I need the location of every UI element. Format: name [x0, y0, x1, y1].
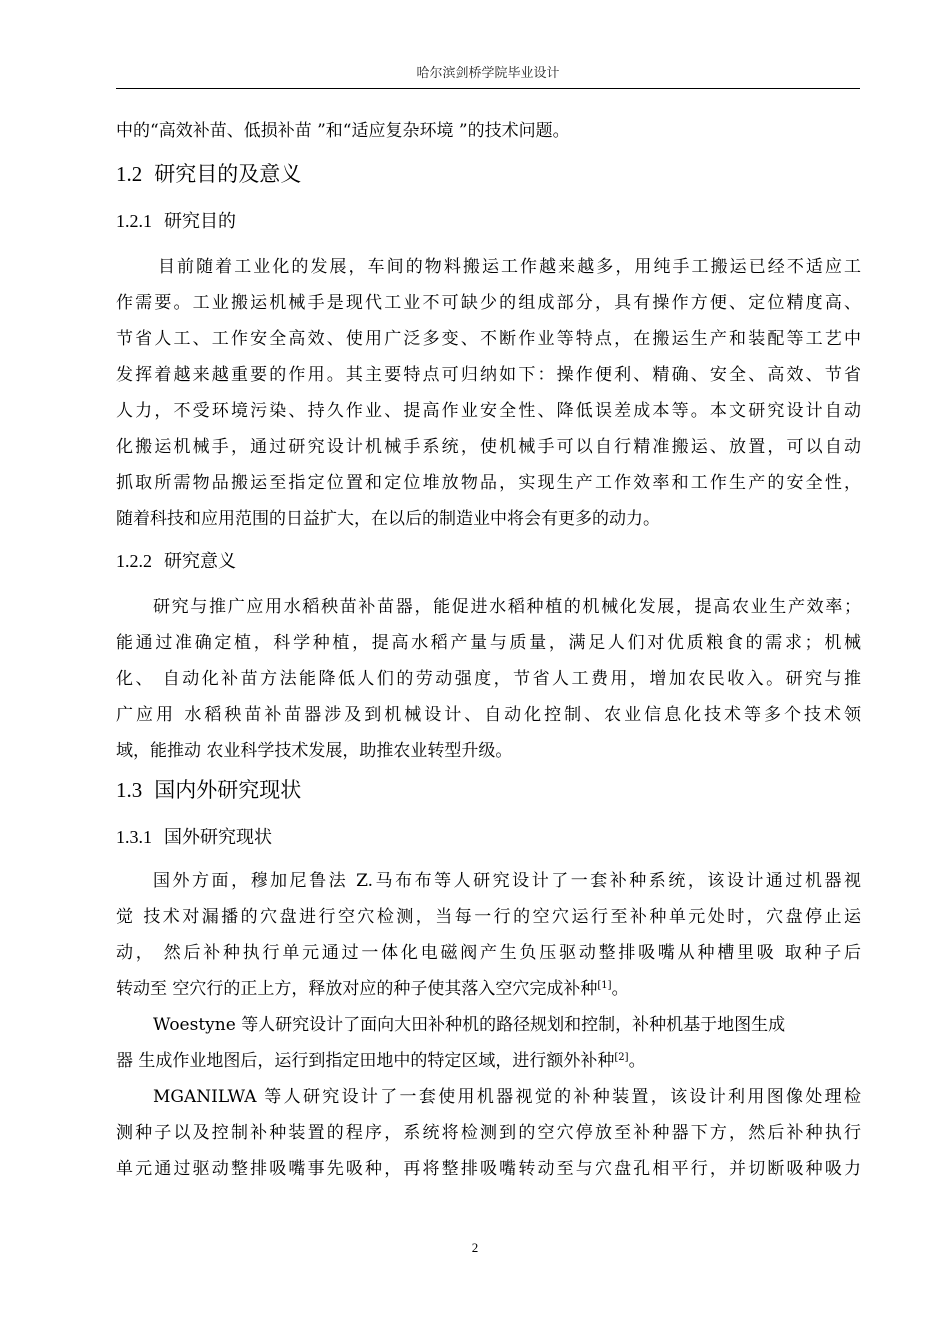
section-number: 1.2.2 — [116, 551, 152, 571]
paragraph-line: MGANILWA 等人研究设计了一套使用机器视觉的补种装置，该设计利用图像处理检 — [153, 1087, 861, 1107]
paragraph-line: 节省人工、工作安全高效、使用广泛多变、不断作业等特点，在搬运生产和装配等工艺中 — [116, 329, 861, 349]
line-end: 。 — [611, 979, 629, 999]
paragraph-line: 能通过准确定植，科学种植，提高水稻产量与质量，满足人们对优质粮食的需求；机械 — [116, 633, 861, 653]
paragraph-line: 广应用 水稻秧苗补苗器涉及到机械设计、自动化控制、农业信息化技术等多个技术领 — [116, 705, 861, 725]
paragraph-line: 抓取所需物品搬运至指定位置和定位堆放物品，实现生产工作效率和工作生产的安全性， — [116, 473, 861, 493]
intro-line: 中的“高效补苗、低损补苗 ”和“适应复杂环境 ”的技术问题。 — [116, 121, 570, 141]
paragraph-line: 作需要。工业搬运机械手是现代工业不可缺少的组成部分，具有操作方便、定位精度高、 — [116, 293, 861, 313]
section-title: 国内外研究现状 — [154, 778, 302, 802]
citation-ref: [1] — [597, 980, 612, 991]
paragraph-line: 目前随着工业化的发展，车间的物料搬运工作越来越多，用纯手工搬运已经不适应工 — [158, 257, 861, 277]
paragraph-line: 随着科技和应用范围的日益扩大，在以后的制造业中将会有更多的动力。 — [116, 509, 660, 529]
line-text: 转动至 空穴行的正上方，释放对应的种子使其落入空穴完成补种 — [116, 979, 598, 999]
section-title: 国外研究现状 — [164, 827, 272, 848]
paragraph-line: Woestyne 等人研究设计了面向大田补种机的路径规划和控制，补种机基于地图生成 — [153, 1015, 786, 1035]
paragraph-line: 域，能推动 农业科学技术发展，助推农业转型升级。 — [116, 741, 513, 761]
paragraph-line: 测种子以及控制补种装置的程序，系统将检测到的空穴停放至补种器下方，然后补种执行 — [116, 1123, 861, 1143]
paragraph-line — [116, 978, 861, 1000]
section-number: 1.3.1 — [116, 827, 152, 847]
page-number: 2 — [471, 1240, 479, 1255]
section-heading-1-2-2 — [116, 550, 236, 573]
section-title: 研究意义 — [164, 551, 236, 572]
paragraph-line: 化、 自动化补苗方法能降低人们的劳动强度，节省人工费用，增加农民收入。研究与推 — [116, 669, 861, 689]
paragraph-line: 化搬运机械手，通过研究设计机械手系统，使机械手可以自行精准搬运、放置，可以自动 — [116, 437, 861, 457]
line-end: 。 — [628, 1051, 646, 1071]
running-header: 哈尔滨剑桥学院毕业设计 — [416, 66, 560, 81]
section-number: 1.2 — [116, 162, 143, 186]
paragraph-line: 发挥着越来越重要的作用。其主要特点可归纳如下：操作便利、精确、安全、高效、节省 — [116, 365, 861, 385]
paragraph-line: 研究与推广应用水稻秧苗补苗器，能促进水稻种植的机械化发展，提高农业生产效率； — [153, 597, 861, 617]
section-heading-1-2 — [116, 161, 301, 187]
section-title: 研究目的及意义 — [154, 162, 302, 186]
section-number: 1.3 — [116, 778, 143, 802]
paragraph-line: 觉 技术对漏播的穴盘进行空穴检测，当每一行的空穴运行至补种单元处时，穴盘停止运 — [116, 907, 861, 927]
paragraph-line: 单元通过驱动整排吸嘴事先吸种，再将整排吸嘴转动至与穴盘孔相平行，并切断吸种吸力 — [116, 1159, 861, 1179]
paragraph-line — [116, 1050, 861, 1072]
paragraph-line: 国外方面，穆加尼鲁法 Z.马布布等人研究设计了一套补种系统，该设计通过机器视 — [153, 871, 861, 891]
section-title: 研究目的 — [164, 211, 236, 232]
citation-ref: [2] — [614, 1052, 629, 1063]
section-number: 1.2.1 — [116, 211, 152, 231]
line-text: 器 生成作业地图后，运行到指定田地中的特定区域，进行额外补种 — [116, 1051, 615, 1071]
section-heading-1-3-1 — [116, 826, 272, 849]
header-divider — [116, 88, 860, 89]
paragraph-line: 人力，不受环境污染、持久作业、提高作业安全性、降低误差成本等。本文研究设计自动 — [116, 401, 861, 421]
section-heading-1-2-1 — [116, 210, 236, 233]
paragraph-line: 动， 然后补种执行单元通过一体化电磁阀产生负压驱动整排吸嘴从种槽里吸 取种子后 — [116, 943, 861, 963]
section-heading-1-3 — [116, 777, 301, 803]
